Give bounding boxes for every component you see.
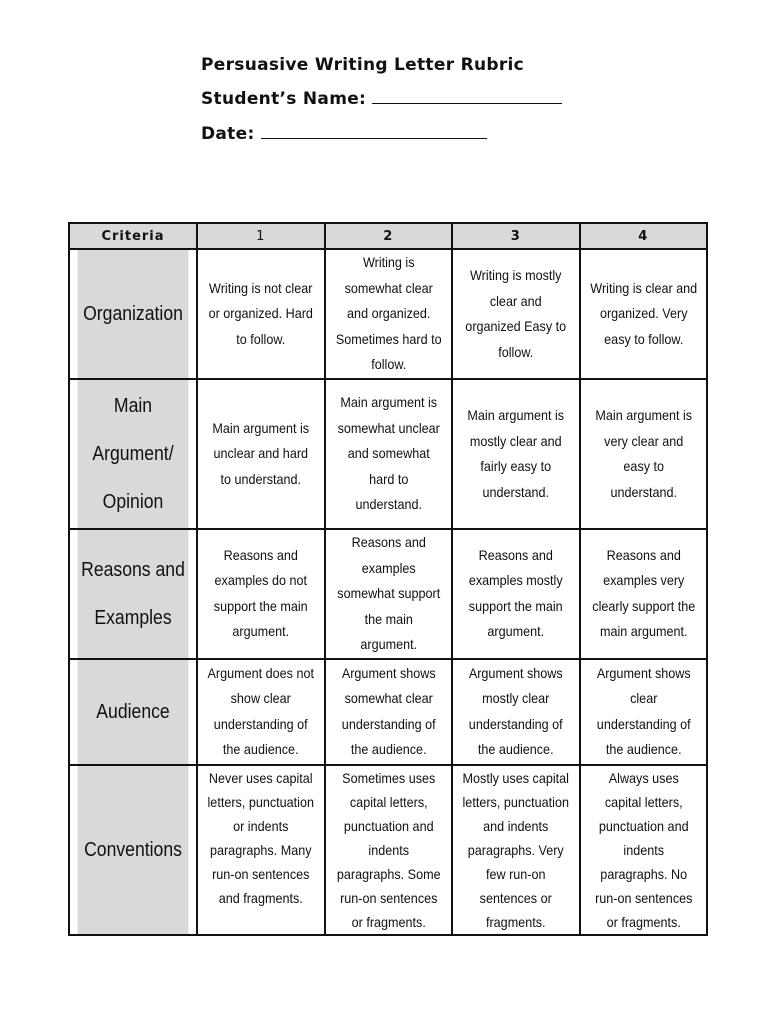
criteria-cell: Organization — [77, 249, 190, 379]
criteria-cell: Main Argument/ Opinion — [77, 379, 190, 529]
rubric-cell: Always uses capital letters, punctuation and indents paragraphs. No run-on sentences or fragments. — [580, 765, 708, 935]
rubric-cell: Mostly uses capital letters, punctuation and indents paragraphs. Very few run-on sentences or fragments. — [452, 765, 580, 935]
student-name-label: Student’s Name: — [201, 89, 367, 109]
page-title: Persuasive Writing Letter Rubric — [201, 55, 525, 75]
criteria-cell: Audience — [77, 659, 190, 765]
rubric-cell: Reasons and examples somewhat support the main argument. — [325, 529, 453, 659]
rubric-cell: Main argument is very clear and easy to understand. — [580, 379, 708, 529]
rubric-cell: Reasons and examples very clearly support the main argument. — [580, 529, 708, 659]
column-header-score-4: 4 — [580, 223, 708, 249]
rubric-table — [68, 222, 708, 936]
rubric-row-audience — [69, 659, 707, 765]
column-header-score-1: 1 — [197, 223, 325, 249]
rubric-cell: Writing is clear and organized. Very easy to follow. — [580, 249, 708, 379]
column-header-score-3: 3 — [452, 223, 580, 249]
rubric-cell: Sometimes uses capital letters, punctuation and indents paragraphs. Some run-on sentences or fragments. — [325, 765, 453, 935]
rubric-cell: Never uses capital letters, punctuation or indents paragraphs. Many run-on sentences and fragments. — [197, 765, 325, 935]
column-header-score-2: 2 — [325, 223, 453, 249]
rubric-row-conventions — [69, 765, 707, 935]
criteria-cell: Conventions — [77, 765, 190, 935]
rubric-cell: Argument shows somewhat clear understanding of the audience. — [325, 659, 453, 765]
rubric-cell: Argument shows mostly clear understanding of the audience. — [452, 659, 580, 765]
column-header-criteria: Criteria — [69, 223, 197, 249]
rubric-header-row — [69, 223, 707, 249]
rubric-cell: Main argument is mostly clear and fairly easy to understand. — [452, 379, 580, 529]
rubric-row-reasons — [69, 529, 707, 659]
rubric-row-organization — [69, 249, 707, 379]
rubric-row-main-argument — [69, 379, 707, 529]
date-blank[interactable] — [261, 123, 487, 139]
date-label: Date: — [201, 124, 255, 144]
rubric-cell: Argument shows clear understanding of the audience. — [580, 659, 708, 765]
student-name-blank[interactable] — [372, 88, 562, 104]
rubric-cell: Reasons and examples do not support the main argument. — [197, 529, 325, 659]
rubric-cell: Writing is mostly clear and organized Easy to follow. — [452, 249, 580, 379]
rubric-cell: Writing is somewhat clear and organized. Sometimes hard to follow. — [325, 249, 453, 379]
rubric-cell: Main argument is somewhat unclear and somewhat hard to understand. — [325, 379, 453, 529]
rubric-cell: Main argument is unclear and hard to understand. — [197, 379, 325, 529]
date-line — [201, 123, 487, 144]
rubric-cell: Reasons and examples mostly support the main argument. — [452, 529, 580, 659]
rubric-cell: Writing is not clear or organized. Hard to follow. — [197, 249, 325, 379]
student-name-line — [201, 88, 562, 109]
criteria-cell: Reasons and Examples — [77, 529, 190, 659]
rubric-cell: Argument does not show clear understanding of the audience. — [197, 659, 325, 765]
